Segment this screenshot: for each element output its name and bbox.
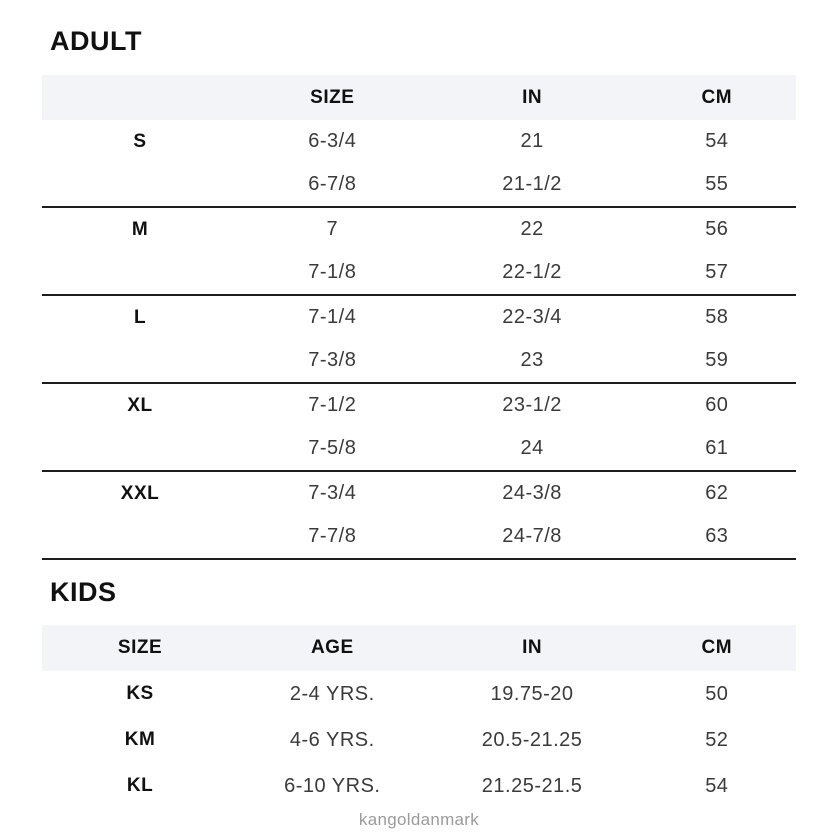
cm-cell: 52	[705, 728, 729, 751]
table-row	[42, 383, 796, 427]
kids-table-body	[42, 671, 796, 809]
kids-header-in: IN	[427, 625, 638, 671]
inches-cell: 23-1/2	[502, 394, 562, 417]
adult-header-in: IN	[427, 75, 638, 120]
inches-cell: 24-7/8	[427, 515, 638, 559]
cm-cell: 62	[705, 482, 729, 505]
size-group-label-cell	[42, 427, 238, 471]
age-cell: 6-10 YRS.	[284, 774, 381, 797]
table-row	[42, 515, 796, 559]
table-row	[42, 251, 796, 295]
size-group-label-cell	[42, 163, 238, 207]
cm-cell: 56	[705, 218, 729, 241]
hat-size-cell: 7-1/2	[308, 394, 357, 417]
kids-section-title: KIDS	[50, 577, 117, 608]
hat-size-cell: 7-3/4	[308, 482, 357, 505]
cm-cell: 59	[638, 339, 796, 383]
table-row	[42, 671, 796, 717]
inches-cell: 19.75-20	[490, 682, 574, 705]
kids-size-table	[42, 625, 796, 809]
inches-cell: 21.25-21.5	[481, 774, 583, 797]
kids-header-cm: CM	[638, 625, 796, 671]
table-row	[42, 120, 796, 163]
kids-table-header-row	[42, 625, 796, 671]
hat-size-cell: 6-7/8	[238, 163, 427, 207]
inches-cell: 24-3/8	[502, 482, 562, 505]
inches-cell: 20.5-21.25	[481, 728, 583, 751]
table-row	[42, 339, 796, 383]
inches-cell: 22-3/4	[502, 306, 562, 329]
inches-cell: 21-1/2	[427, 163, 638, 207]
adult-header-size: SIZE	[238, 75, 427, 120]
cm-cell: 50	[705, 682, 729, 705]
cm-cell: 55	[638, 163, 796, 207]
cm-cell: 63	[638, 515, 796, 559]
age-cell: 4-6 YRS.	[289, 728, 375, 751]
adult-header-cm: CM	[638, 75, 796, 120]
kids-header-age: AGE	[238, 625, 427, 671]
cm-cell: 60	[705, 394, 729, 417]
kids-size-label-cell: KM	[124, 729, 156, 751]
adult-section-title: ADULT	[50, 26, 142, 56]
kids-header-size: SIZE	[42, 625, 238, 671]
hat-size-cell: 7-1/4	[308, 306, 357, 329]
cm-cell: 57	[638, 251, 796, 295]
size-group-label-cell	[42, 339, 238, 383]
size-group-label-cell: S	[133, 130, 147, 152]
adult-size-table	[42, 75, 796, 560]
cm-cell: 54	[705, 774, 729, 797]
watermark: kangoldanmark	[358, 810, 480, 830]
table-row	[42, 163, 796, 207]
kids-size-label-cell: KS	[126, 683, 154, 705]
table-row	[42, 207, 796, 251]
kids-size-label-cell: KL	[126, 775, 154, 797]
hat-size-cell: 6-3/4	[308, 130, 357, 153]
size-group-label-cell: XL	[127, 394, 153, 416]
hat-size-cell: 7-7/8	[238, 515, 427, 559]
size-group-label-cell: XXL	[120, 482, 160, 504]
hat-size-cell: 7-1/8	[238, 251, 427, 295]
size-group-label-cell: M	[131, 218, 149, 240]
inches-cell: 24	[427, 427, 638, 471]
size-group-label-cell	[42, 515, 238, 559]
inches-cell: 22	[520, 218, 544, 241]
cm-cell: 54	[705, 130, 729, 153]
table-row	[42, 295, 796, 339]
adult-header-blank	[42, 75, 238, 120]
hat-size-cell: 7-3/8	[238, 339, 427, 383]
cm-cell: 61	[638, 427, 796, 471]
table-row	[42, 717, 796, 763]
adult-table-header-row	[42, 75, 796, 120]
hat-size-cell: 7	[326, 218, 339, 241]
inches-cell: 22-1/2	[427, 251, 638, 295]
size-group-label-cell	[42, 251, 238, 295]
inches-cell: 23	[427, 339, 638, 383]
age-cell: 2-4 YRS.	[289, 682, 375, 705]
table-row	[42, 471, 796, 515]
cm-cell: 58	[705, 306, 729, 329]
size-group-label-cell: L	[133, 306, 147, 328]
adult-table-body	[42, 120, 796, 559]
hat-size-cell: 7-5/8	[238, 427, 427, 471]
table-row	[42, 763, 796, 809]
table-row	[42, 427, 796, 471]
inches-cell: 21	[520, 130, 544, 153]
